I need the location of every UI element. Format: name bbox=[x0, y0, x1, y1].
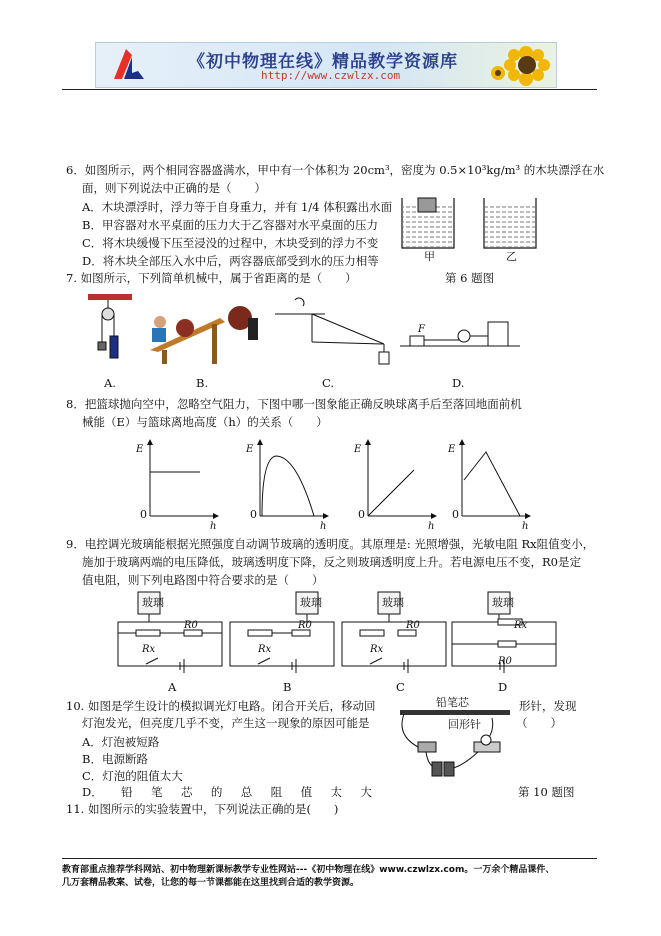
graph-d-origin: 0 bbox=[452, 508, 459, 521]
q10-stem-line1-end: 形针，发现 bbox=[519, 699, 577, 713]
q11-stem: 11. 如图所示的实验装置中，下列说法正确的是( ) bbox=[66, 802, 339, 816]
q9-stem-line1: 9．电控调光玻璃能根据光照强度自动调节玻璃的透明度。其原理是: 光照增强，光敏电阻 Rx阻值变小， bbox=[66, 537, 595, 551]
circuit-a-rx: Rx bbox=[142, 644, 156, 655]
q6-fig-label-yi: 乙 bbox=[506, 250, 517, 263]
circuit-a bbox=[118, 592, 222, 673]
footer-rule bbox=[62, 858, 597, 859]
graph-b-e: E bbox=[246, 444, 254, 455]
header-title: 《初中物理在线》精品教学资源库 bbox=[188, 52, 458, 72]
graph-b-h: h bbox=[320, 521, 327, 532]
graph-c bbox=[368, 442, 434, 516]
graph-c-curve bbox=[368, 470, 414, 516]
q6-option-b: B．甲容器对水平桌面的压力大于乙容器对水平桌面的压力 bbox=[82, 218, 378, 232]
graph-c-h: h bbox=[428, 521, 435, 532]
graph-a-e: E bbox=[136, 444, 144, 455]
circuit-a-r0: R0 bbox=[184, 620, 198, 631]
q9-glass-labels bbox=[142, 595, 514, 609]
q9-stem-line3: 值电阻，则下列电路图中符合要求的是（ ） bbox=[82, 573, 324, 587]
svg-text:F: F bbox=[418, 324, 425, 335]
graph-d-curve bbox=[464, 452, 520, 516]
q10-option-b: B．电源断路 bbox=[82, 752, 148, 766]
circuit-c-rx: Rx bbox=[370, 644, 384, 655]
q7-label-b: B. bbox=[196, 376, 209, 390]
q6-option-a: A．木块漂浮时，浮力等于自身重力，并有 1/4 体积露出水面 bbox=[82, 200, 393, 214]
q6-fig-label-jia: 甲 bbox=[424, 250, 435, 263]
q10-stem-line1: 10. 如图是学生设计的模拟调光灯电路。闭合开关后，移动回 bbox=[66, 699, 376, 713]
circuit-b-rx: Rx bbox=[258, 644, 272, 655]
q10-stem-line2-end: （ ） bbox=[516, 716, 562, 730]
circuit-a-glass: 玻璃 bbox=[142, 596, 164, 609]
q6-stem-line1: 6．如图所示，两个相同容器盛满水，甲中有一个体积为 20cm³，密度为 0.5×10³kg/m³ 的木块漂浮在水 bbox=[66, 163, 605, 177]
q10-option-a: A．灯泡被短路 bbox=[82, 735, 160, 749]
lever-machine bbox=[275, 298, 389, 364]
graph-b-curve bbox=[262, 456, 314, 516]
circuit-c-glass: 玻璃 bbox=[382, 596, 404, 609]
q9-label-d: D bbox=[498, 680, 508, 694]
graph-a bbox=[150, 442, 216, 516]
footer-line1: 教育部重点推荐学科网站、初中物理新课标教学专业性网站---《初中物理在线》www.czwlzx.com。一万余个精品课件、 bbox=[62, 865, 555, 875]
pulley-machine bbox=[88, 294, 132, 358]
q7-label-a: A. bbox=[104, 376, 116, 390]
q10-fig-label-pencil: 铅笔芯 bbox=[436, 696, 469, 709]
graph-c-e: E bbox=[354, 444, 362, 455]
q10-stem-line2: 灯泡发光，但亮度几乎不变，产生这一现象的原因可能是 bbox=[82, 716, 370, 730]
q8-graphs bbox=[128, 432, 548, 532]
container-yi bbox=[484, 198, 536, 248]
circuit-c-r0: R0 bbox=[406, 620, 420, 631]
graph-d-h: h bbox=[522, 521, 529, 532]
graph-d bbox=[462, 442, 528, 516]
graph-b bbox=[260, 442, 326, 516]
circuit-b-r0: R0 bbox=[298, 620, 312, 631]
circuit-b-glass: 玻璃 bbox=[300, 596, 322, 609]
ramp-machine bbox=[150, 306, 258, 364]
header-url[interactable]: http://www.czwlzx.com bbox=[261, 69, 401, 82]
graph-b-origin: 0 bbox=[250, 508, 257, 521]
sunflower-icon bbox=[486, 43, 556, 87]
graph-a-origin: 0 bbox=[140, 508, 147, 521]
graph-a-h: h bbox=[210, 521, 217, 532]
logo-icon bbox=[98, 43, 158, 87]
header-rule bbox=[62, 89, 597, 90]
pencil-lead bbox=[400, 710, 510, 715]
q8-stem-line1: 8．把篮球抛向空中，忽略空气阻力，下图中哪一图象能正确反映球离手后至落回地面前机 bbox=[66, 397, 522, 411]
footer-line2: 几万套精品教案、试卷，让您的每一节课都能在这里找到合适的教学资源。 bbox=[62, 878, 360, 888]
circuit-d-r0: R0 bbox=[498, 656, 512, 667]
header-banner bbox=[95, 42, 557, 88]
graph-c-origin: 0 bbox=[358, 508, 365, 521]
circuit-d-rx: Rx bbox=[514, 620, 528, 631]
q10-option-c: C．灯泡的阻值太大 bbox=[82, 769, 183, 783]
q7-label-d: D. bbox=[452, 376, 465, 390]
graph-d-e: E bbox=[448, 444, 456, 455]
q10-option-d: D． 铅 笔 芯 的 总 阻 值 太 大 bbox=[82, 785, 372, 799]
q6-stem-line2: 面，则下列说法中正确的是（ ） bbox=[82, 181, 266, 195]
q7-figure bbox=[80, 292, 520, 372]
q8-axis-labels bbox=[135, 444, 528, 532]
q7-label-c: C. bbox=[322, 376, 335, 390]
q10-fig-caption: 第 10 题图 bbox=[518, 785, 575, 799]
container-jia bbox=[402, 198, 454, 248]
q9-circuits bbox=[116, 592, 556, 672]
q7-stem: 7. 如图所示，下列简单机械中，属于省距离的是（ ） bbox=[66, 271, 357, 285]
q9-stem-line2: 施加于玻璃两端的电压降低，玻璃透明度下降，反之则玻璃透明度上升。若电源电压不变，R0是定 bbox=[82, 555, 581, 569]
horizontal-pulley-machine bbox=[400, 322, 520, 346]
q10-fig-label-clip: 回形针 bbox=[448, 718, 481, 731]
q9-label-a: A bbox=[168, 680, 177, 694]
q6-option-d: D．将木块全部压入水中后，两容器底部受到水的压力相等 bbox=[82, 254, 379, 268]
circuit-d-glass: 玻璃 bbox=[492, 596, 514, 609]
q9-label-b: B bbox=[283, 680, 292, 694]
q8-stem-line2: 械能（E）与篮球离地高度（h）的关系（ ） bbox=[82, 415, 328, 429]
q9-label-c: C bbox=[396, 680, 405, 694]
q6-figure bbox=[388, 190, 568, 270]
q6-option-c: C．将木块缓慢下压至浸没的过程中，木块受到的浮力不变 bbox=[82, 236, 379, 250]
q10-figure bbox=[396, 696, 516, 776]
q6-fig-caption: 第 6 题图 bbox=[445, 271, 495, 285]
